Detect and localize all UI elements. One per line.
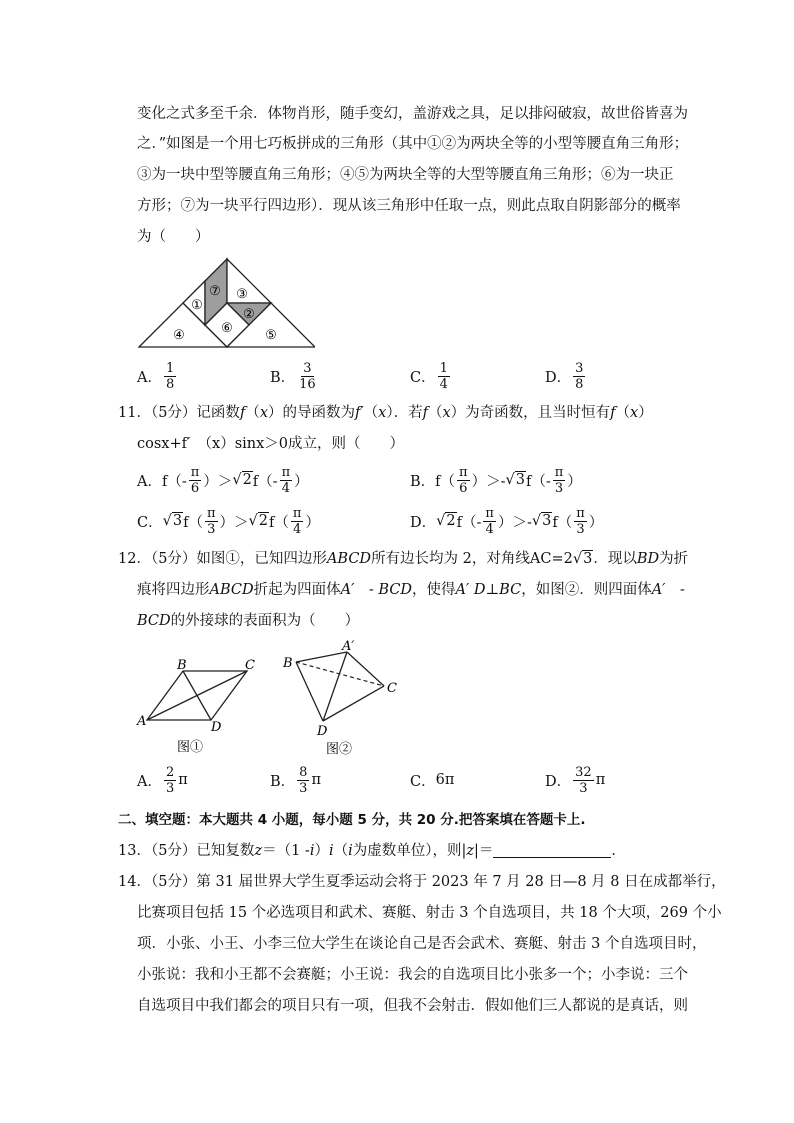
q10-line-1: 变化之式多至千余．体物肖形，随手变幻，盖游戏之具，足以排闷破寂，故世俗皆喜为 bbox=[137, 106, 688, 122]
edge-ad bbox=[323, 652, 347, 721]
q12-line-1: 12．（5分）如图①，已知四边形ABCD所有边长均为 2，对角线AC=2√3．现以BD为折 bbox=[118, 551, 689, 567]
q11-option-a[interactable]: A． f（- $\frac{\pi}{6}$ ）＞ √2 f（- $\frac{\pi}{4}$ ） bbox=[137, 464, 309, 496]
q14-line-2: 比赛项目包括 15 个必选项目和武术、赛艇、射击 3 个自选项目，共 18 个大项，269 个小 bbox=[137, 905, 722, 921]
tangram-label-7: ⑦ bbox=[209, 284, 221, 299]
q10-line-5: 为（ ） bbox=[137, 229, 210, 245]
tangram-label-4: ④ bbox=[173, 328, 185, 343]
q12-option-d[interactable]: D． $\frac{32}{3}$ π bbox=[545, 764, 606, 796]
q11-option-d[interactable]: D． √2 f（- $\frac{\pi}{4}$ ）＞- √3 f（ $\frac{\pi}{3}$ ） bbox=[410, 505, 604, 537]
q14-line-4: 小张说：我和小王都不会赛艇；小王说：我会的自选项目比小张多一个；小李说：三个 bbox=[137, 967, 688, 983]
q14-line-5: 自选项目中我们都会的项目只有一项，但我不会射击．假如他们三人都说的是真话，则 bbox=[137, 998, 688, 1014]
label-c: C bbox=[245, 658, 255, 673]
tangram-label-5: ⑤ bbox=[265, 328, 277, 343]
tangram-label-3: ③ bbox=[236, 287, 248, 302]
option-letter: C． bbox=[410, 369, 436, 386]
label-c: C bbox=[387, 681, 397, 696]
q11-option-b[interactable]: B． f（ $\frac{\pi}{6}$ ）＞- √3 f（- $\frac{\pi}{3}$ ） bbox=[410, 464, 582, 496]
q12-line-3: BCD的外接球的表面积为（ ） bbox=[137, 613, 360, 629]
option-letter: B． bbox=[270, 369, 296, 386]
label-d: D bbox=[211, 720, 222, 735]
q12-option-c[interactable]: C． 6π bbox=[410, 772, 455, 790]
q11-line-2: cosx+f′ （x）sinx＞0成立，则（ ） bbox=[137, 436, 405, 452]
tangram-label-6: ⑥ bbox=[221, 321, 233, 336]
section-2-heading: 二、填空题：本大题共 4 小题，每小题 5 分，共 20 分.把答案填在答题卡上. bbox=[118, 812, 586, 828]
rhombus-figure-1 bbox=[135, 655, 265, 755]
q14-line-3: 项．小张、小王、小李三位大学生在谈论自己是否会武术、赛艇、射击 3 个自选项目时， bbox=[137, 936, 707, 952]
figure-1-caption: 图① bbox=[177, 740, 204, 755]
edge-bd bbox=[296, 662, 323, 721]
label-d: D bbox=[317, 724, 328, 739]
q11-line-1: 11．（5分）记函数f（x）的导函数为f′（x）．若f（x）为奇函数，且当时恒有f（x） bbox=[118, 405, 653, 421]
q10-line-4: 方形；⑦为一块平行四边形）．现从该三角形中任取一点，则此点取自阴影部分的概率 bbox=[137, 198, 681, 214]
q12-line-2: 痕将四边形ABCD折起为四面体A′ - BCD，使得A′ D⊥BC，如图②．则四面体A′ - bbox=[137, 582, 685, 598]
label-a-prime: A′ bbox=[342, 639, 355, 654]
q13-line: 13．（5分）已知复数z＝（1 -i）i（i为虚数单位），则|z|＝ ． bbox=[118, 843, 626, 859]
tangram-figure bbox=[135, 255, 315, 351]
figure-2-caption: 图② bbox=[326, 742, 353, 756]
q10-option-a[interactable] bbox=[137, 356, 178, 396]
tangram-label-2: ② bbox=[243, 307, 255, 322]
option-letter: D． bbox=[545, 369, 572, 386]
q10-line-2: 之．”如图是一个用七巧板拼成的三角形（其中①②为两块全等的小型等腰直角三角形； bbox=[137, 136, 689, 152]
tetrahedron-figure-2 bbox=[280, 638, 405, 756]
q14-line-1: 14．（5分）第 31 届世界大学生夏季运动会将于 2023 年 7 月 28 日—8 月 8 日在成都举行， bbox=[118, 874, 726, 890]
tangram-piece-3 bbox=[227, 259, 271, 303]
q10-option-c[interactable] bbox=[410, 356, 452, 396]
label-a: A bbox=[137, 714, 147, 729]
option-letter: A． bbox=[137, 369, 162, 386]
q12-option-a[interactable]: A． $\frac{2}{3}$ π bbox=[137, 764, 188, 796]
fraction: $\frac{3}{8}$ bbox=[575, 360, 584, 392]
q11-option-c[interactable]: C． √3 f（ $\frac{\pi}{3}$ ）＞ √2 f（ $\frac{\pi}{4}$ ） bbox=[137, 505, 320, 537]
q10-option-d[interactable] bbox=[545, 356, 587, 396]
diagonal-bd bbox=[183, 671, 211, 720]
answer-blank[interactable] bbox=[493, 841, 611, 858]
fraction: $\frac{1}{4}$ bbox=[439, 360, 448, 392]
label-b: B bbox=[283, 656, 293, 671]
fraction: $\frac{3}{16}$ bbox=[299, 360, 316, 392]
edge-ba bbox=[296, 652, 347, 662]
tangram-label-1: ① bbox=[191, 298, 203, 313]
label-b: B bbox=[177, 658, 187, 673]
q10-line-3: ③为一块中型等腰直角三角形；④⑤为两块全等的大型等腰直角三角形；⑥为一块正 bbox=[137, 167, 674, 183]
q12-option-b[interactable]: B． $\frac{8}{3}$ π bbox=[270, 764, 321, 796]
edge-dc bbox=[323, 686, 384, 721]
q10-option-b[interactable] bbox=[270, 356, 320, 396]
fraction: $\frac{1}{8}$ bbox=[165, 360, 175, 392]
